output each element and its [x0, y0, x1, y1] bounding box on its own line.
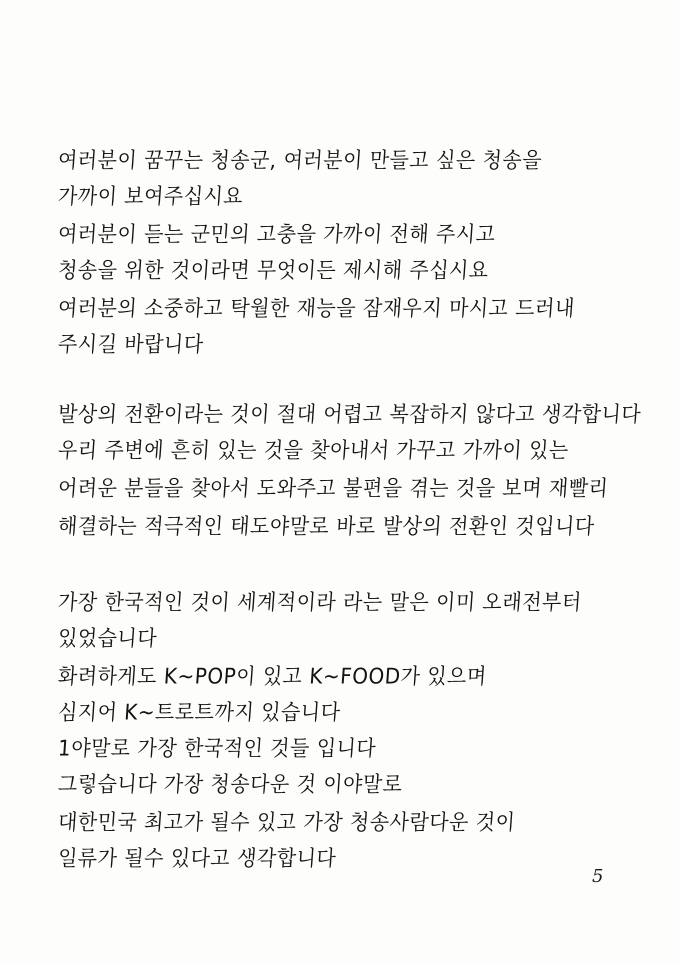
text-line: 어려운 분들을 찾아서 도와주고 불편을 겪는 것을 보며 재빨리 [57, 475, 610, 501]
text-line: 있었습니다 [57, 625, 159, 651]
text-line: 대한민국 최고가 될수 있고 가장 청송사람다운 것이 [57, 809, 517, 835]
text-line: 해결하는 적극적인 태도야말로 바로 발상의 전환인 것입니다 [57, 513, 596, 539]
text-line: 심지어 K~트로트까지 있습니다 [57, 699, 342, 725]
text-line: 우리 주변에 흔히 있는 것을 찾아내서 가꾸고 가까이 있는 [57, 437, 570, 463]
text-line: 1야말로 가장 한국적인 것들 입니다 [57, 735, 378, 761]
text-line: 주시길 바랍니다 [57, 331, 205, 357]
text-line: 일류가 될수 있다고 생각합니다 [57, 845, 338, 871]
text-line: 가까이 보여주십시요 [57, 183, 245, 209]
page-number: 5 [592, 866, 604, 887]
text-line: 여러분이 꿈꾸는 청송군, 여러분이 만들고 싶은 청송을 [57, 147, 543, 173]
text-line: 청송을 위한 것이라면 무엇이든 제시해 주십시요 [57, 257, 490, 283]
text-line: 발상의 전환이라는 것이 절대 어렵고 복잡하지 않다고 생각합니다 [57, 401, 643, 427]
text-line: 여러분이 듣는 군민의 고충을 가까이 전해 주시고 [57, 221, 497, 247]
text-line: 그렇습니다 가장 청송다운 것 이야말로 [57, 771, 404, 797]
text-line: 여러분의 소중하고 탁월한 재능을 잠재우지 마시고 드러내 [57, 295, 576, 321]
text-line: 가장 한국적인 것이 세계적이라 라는 말은 이미 오래전부터 [57, 589, 583, 615]
text-line: 화려하게도 K~POP이 있고 K~FOOD가 있으며 [57, 663, 488, 689]
